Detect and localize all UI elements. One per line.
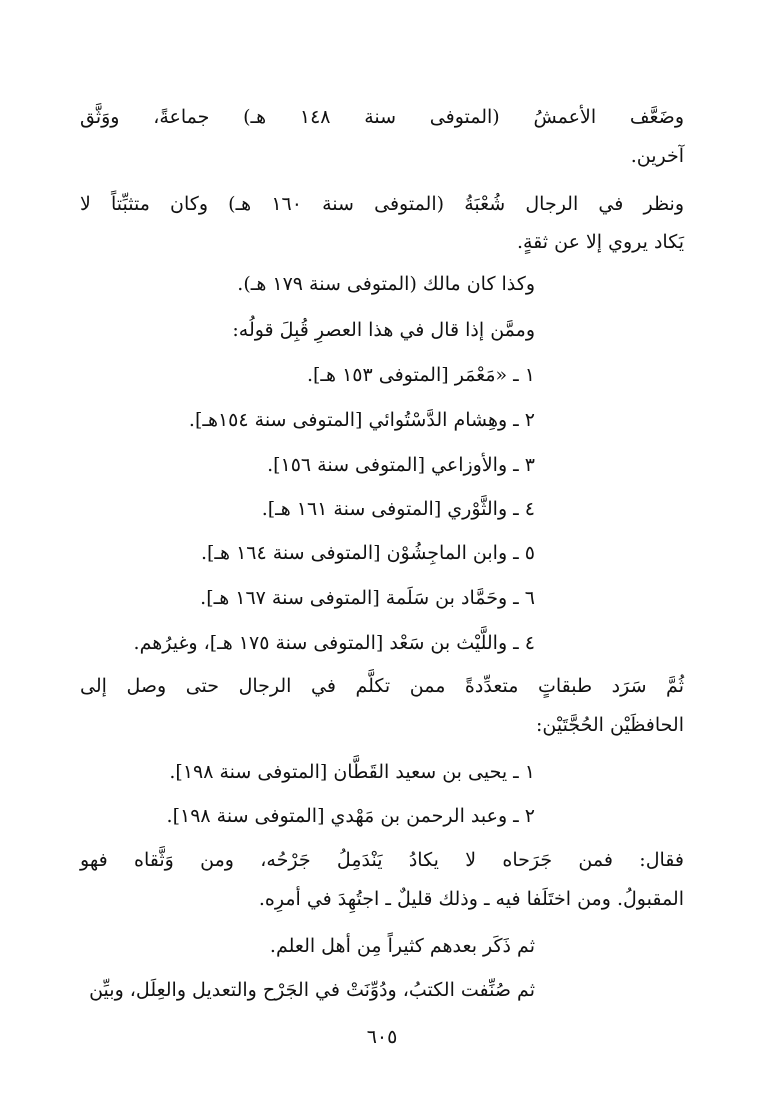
text-line: وضَعَّف الأعمشُ (المتوفى سنة ١٤٨ هـ) جماعةً، ووَثَّق <box>80 106 684 128</box>
text-line: وممَّن إذا قال في هذا العصرِ قُبِلَ قولُه: <box>232 319 535 341</box>
text-line: المقبولُ. ومن اختَلَفا فيه ـ وذلك قليلٌ ـ اجتُهِدَ في أمرِه. <box>258 888 684 910</box>
list-item: ٦ ـ وحَمَّاد بن سَلَمة [المتوفى سنة ١٦٧ هـ]. <box>200 587 535 609</box>
text-line: يَكاد يروي إلا عن ثقةٍ. <box>516 231 684 253</box>
list-item: ٤ ـ والثَّوْري [المتوفى سنة ١٦١ هـ]. <box>261 498 535 520</box>
list-item: ٤ ـ واللَّيْث بن سَعْد [المتوفى سنة ١٧٥ هـ]، وغيرُهم. <box>133 632 535 654</box>
text-line: ثم ذَكَر بعدهم كثيراً مِن أهل العلم. <box>269 935 535 957</box>
list-item: ١ ـ «مَعْمَر [المتوفى ١٥٣ هـ]. <box>306 364 535 386</box>
text-line: فقال: فمن جَرَحاه لا يكادُ يَنْدَمِلُ جَرْحُه، ومن وَثَّقاه فهو <box>80 849 684 871</box>
text-line: ثُمَّ سَرَد طبقاتٍ متعدِّدةً ممن تكلَّم في الرجال حتى وصل إلى <box>80 675 684 697</box>
text-line: ثم صُنِّفت الكتبُ، ودُوِّنَتْ في الجَرْح والتعديل والعِلَل، وبيِّن <box>89 979 535 1001</box>
list-item: ١ ـ يحيى بن سعيد القَطَّان [المتوفى سنة ١٩٨]. <box>169 761 535 783</box>
text-line: آخرين. <box>630 145 684 167</box>
list-item: ٢ ـ وعبد الرحمن بن مَهْدي [المتوفى سنة ١٩٨]. <box>166 805 535 827</box>
text-line: وكذا كان مالك (المتوفى سنة ١٧٩ هـ). <box>237 273 535 295</box>
list-item: ٣ ـ والأوزاعي [المتوفى سنة ١٥٦]. <box>267 454 535 476</box>
text-line: الحافظَيْن الحُجَّتَيْن: <box>536 714 684 736</box>
text-line: ونظر في الرجال شُعْبَةُ (المتوفى سنة ١٦٠ هـ) وكان متثبِّتاً لا <box>80 193 685 215</box>
list-item: ٢ ـ وهِشام الدَّسْتُوائي [المتوفى سنة ١٥٤هـ]. <box>188 409 535 431</box>
page-number: ٦٠٥ <box>366 1026 398 1048</box>
list-item: ٥ ـ وابن الماجِشُوْن [المتوفى سنة ١٦٤ هـ]. <box>200 542 535 564</box>
